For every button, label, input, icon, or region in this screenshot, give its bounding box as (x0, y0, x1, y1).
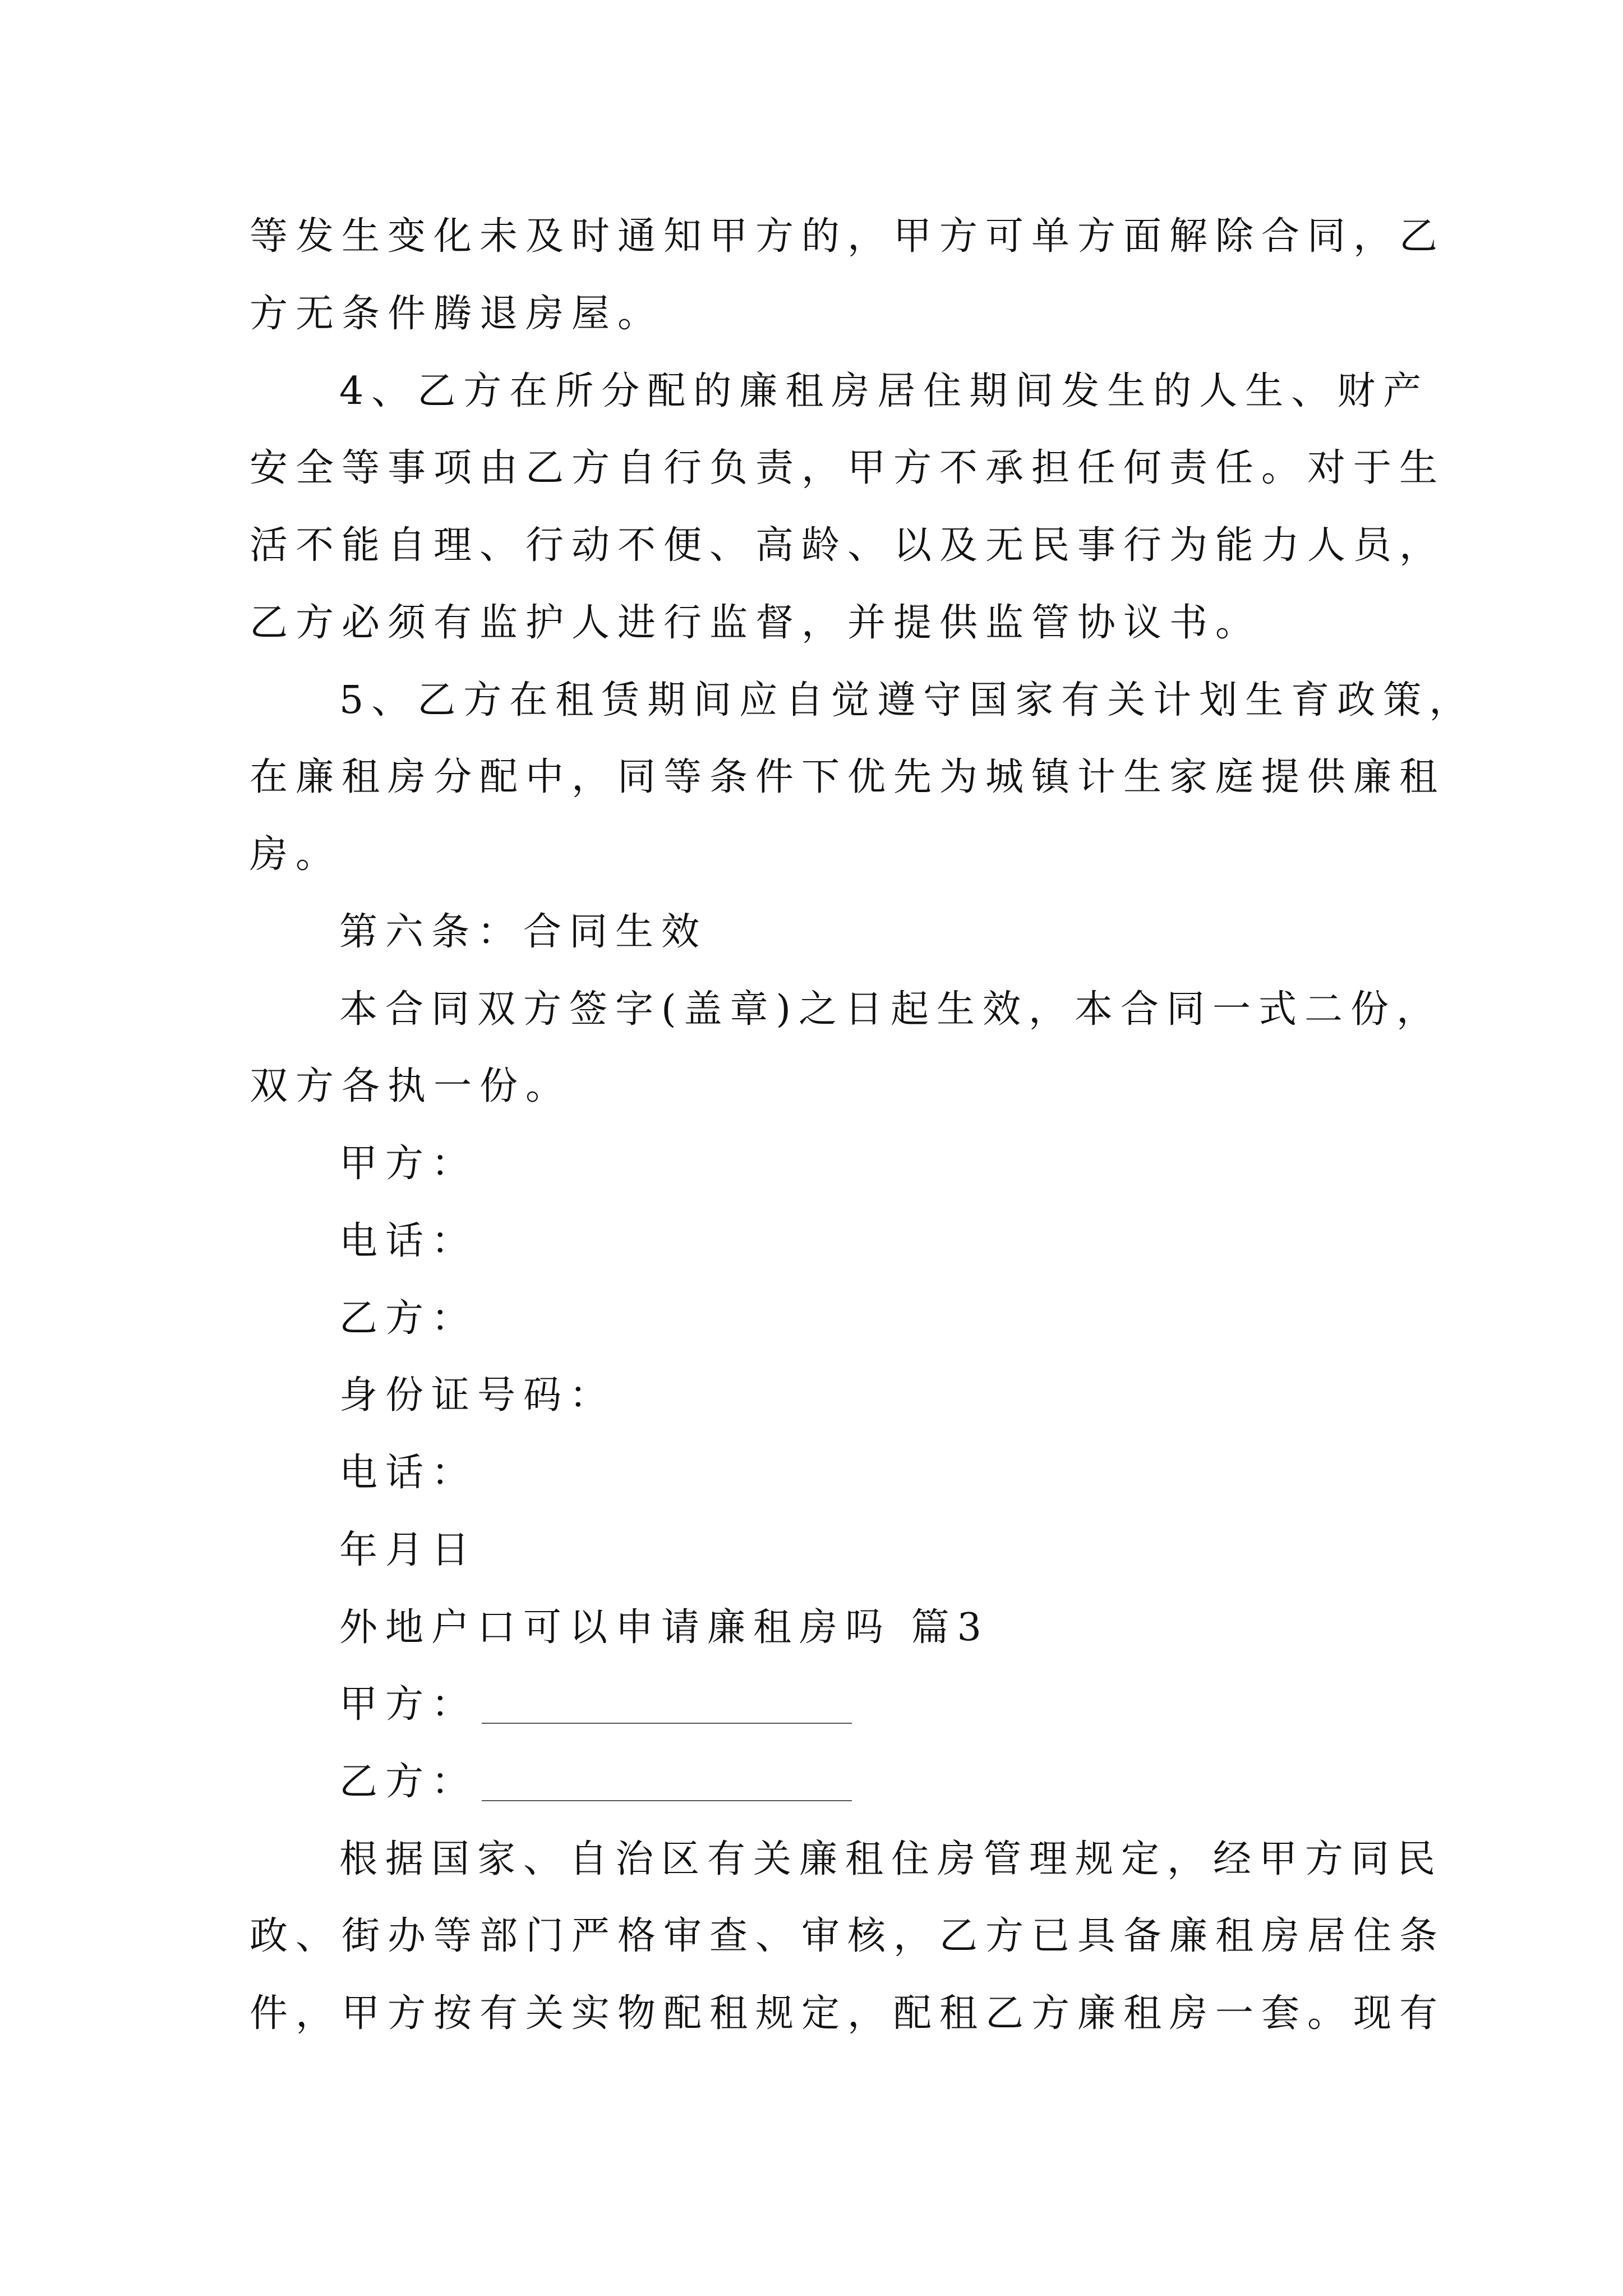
article-body-line: 双方各执一份。 (250, 1064, 572, 1108)
intro-line: 政、街办等部门严格审查、审核，乙方已具备廉租房居住条 (250, 1914, 1446, 1958)
party-a-label: 甲方： (339, 1142, 478, 1186)
article-heading: 第六条：合同生效 (339, 910, 708, 954)
id-number-label: 身份证号码： (339, 1373, 616, 1418)
date-label: 年月日 (339, 1528, 478, 1572)
clause-5-line: 房。 (250, 832, 342, 877)
clause-4-line: 安全等事项由乙方自行负责，甲方不承担任何责任。对于生 (250, 446, 1446, 490)
clause-4-line: 活不能自理、行动不便、高龄、以及无民事行为能力人员， (250, 523, 1446, 568)
article-body-line: 本合同双方签字(盖章)之日起生效，本合同一式二份， (339, 987, 1443, 1032)
section-party-a-label: 甲方： (339, 1682, 478, 1727)
intro-line: 件，甲方按有关实物配租规定，配租乙方廉租房一套。现有 (250, 1991, 1446, 2036)
section-heading: 外地户口可以申请廉租房吗 篇3 (339, 1605, 989, 1650)
clause-5-line: 在廉租房分配中，同等条件下优先为城镇计生家庭提供廉租 (250, 755, 1446, 799)
section-party-a (339, 1682, 852, 1727)
text-line: 等发生变化未及时通知甲方的，甲方可单方面解除合同，乙 (250, 214, 1446, 259)
section-party-b-label: 乙方： (339, 1760, 478, 1804)
phone-b-label: 电话： (339, 1451, 478, 1495)
party-b-blank-line (482, 1766, 852, 1801)
intro-line: 根据国家、自治区有关廉租住房管理规定，经甲方同民 (339, 1837, 1444, 1881)
clause-5-line: 5、乙方在租赁期间应自觉遵守国家有关计划生育政策， (339, 678, 1476, 723)
party-b-label: 乙方： (339, 1296, 478, 1341)
party-a-blank-line (482, 1689, 852, 1724)
phone-a-label: 电话： (339, 1219, 478, 1263)
clause-4-line: 4、乙方在所分配的廉租房居住期间发生的人生、财产 (339, 369, 1430, 413)
section-party-b (339, 1760, 852, 1804)
clause-4-line: 乙方必须有监护人进行监督，并提供监管协议书。 (250, 601, 1262, 645)
text-line: 方无条件腾退房屋。 (250, 292, 664, 336)
